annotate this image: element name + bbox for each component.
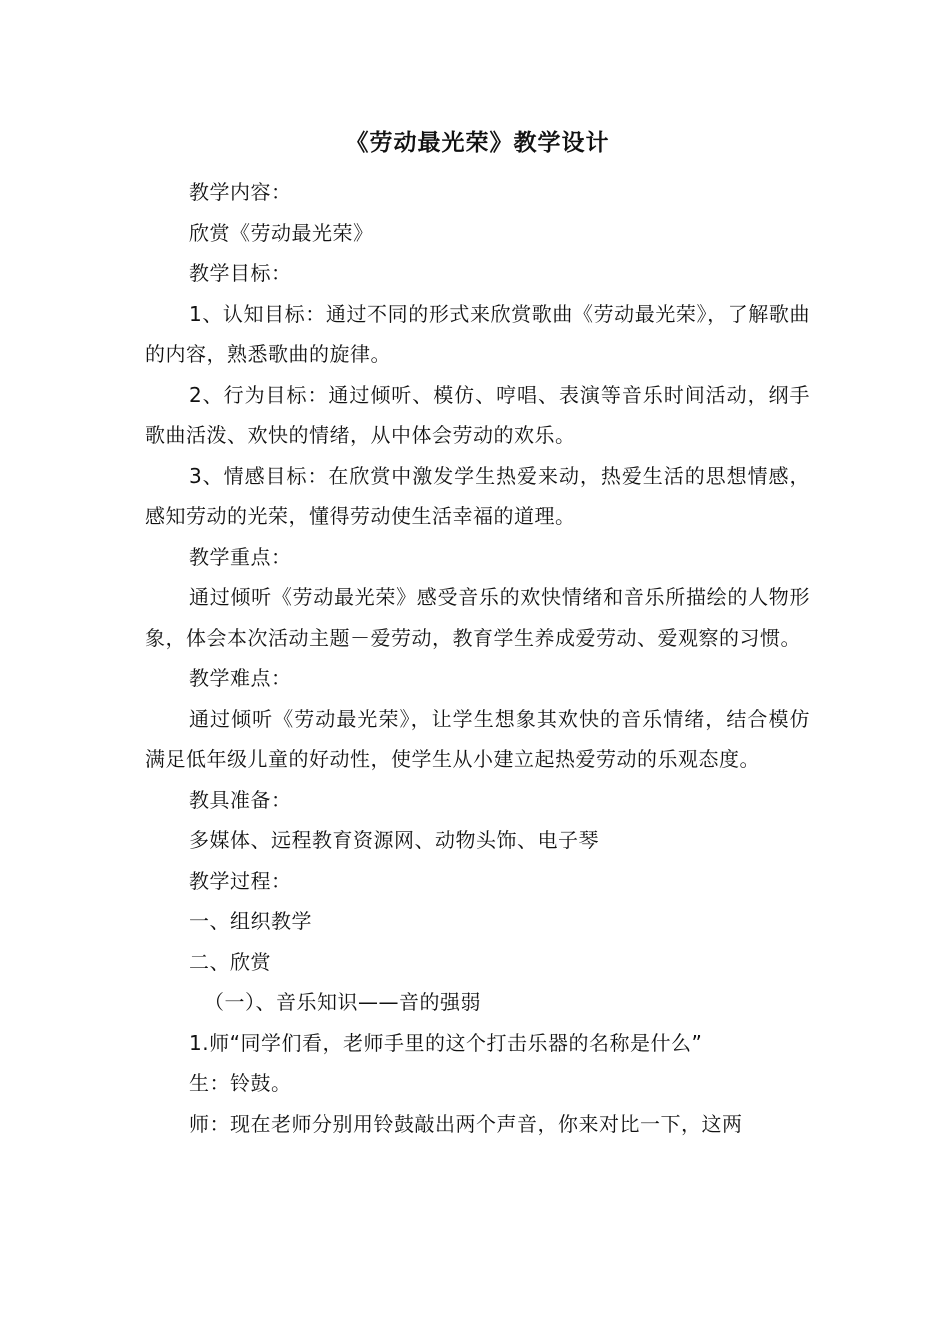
paragraph-goal-3: 3、情感目标：在欣赏中激发学生热爱来动，热爱生活的思想情感，感知劳动的光荣，懂得劳动使生活幸福的道理。 (145, 463, 810, 528)
paragraph-goal-2: 2、行为目标：通过倾听、模仿、哼唱、表演等音乐时间活动，纲手歌曲活泼、欢快的情绪，从中体会劳动的欢乐。 (145, 382, 810, 447)
heading-teaching-goals: 教学目标： (189, 261, 292, 285)
paragraph-teacher-question: 1.师“同学们看，老师手里的这个打击乐器的名称是什么” (189, 1030, 703, 1055)
heading-teaching-process: 教学过程： (189, 868, 292, 893)
heading-difficulties: 教学难点： (189, 666, 292, 690)
paragraph-student-answer: 生：铃鼓。 (189, 1071, 292, 1095)
paragraph-teacher-statement: 师：现在老师分别用铃鼓敲出两个声音，你来对比一下，这两 (189, 1111, 743, 1136)
document-page (145, 128, 810, 1144)
heading-teaching-aids: 教具准备： (189, 787, 292, 812)
paragraph-step-1: 一、组织教学 (189, 909, 312, 933)
paragraph-step-2: 二、欣赏 (189, 949, 271, 974)
paragraph-content: 欣赏《劳动最光荣》 (189, 220, 374, 245)
heading-key-points: 教学重点： (189, 544, 292, 569)
paragraph-difficulties: 通过倾听《劳动最光荣》，让学生想象其欢快的音乐情绪，结合模仿满足低年级儿童的好动性，使学生从小建立起热爱劳动的乐观态度。 (145, 706, 810, 771)
document-title: 《劳动最光荣》教学设计 (345, 130, 610, 156)
paragraph-key-points: 通过倾听《劳动最光荣》感受音乐的欢快情绪和音乐所描绘的人物形象，体会本次活动主题－爱劳动，教育学生养成爱劳动、爱观察的习惯。 (145, 585, 810, 650)
paragraph-teaching-aids: 多媒体、远程教育资源网、动物头饰、电子琴 (189, 828, 599, 852)
heading-teaching-content: 教学内容： (189, 180, 292, 204)
paragraph-subsection-1: （一）、音乐知识——音的强弱 (204, 990, 481, 1014)
paragraph-goal-1: 1、认知目标：通过不同的形式来欣赏歌曲《劳动最光荣》，了解歌曲的内容，熟悉歌曲的旋律。 (145, 301, 810, 366)
